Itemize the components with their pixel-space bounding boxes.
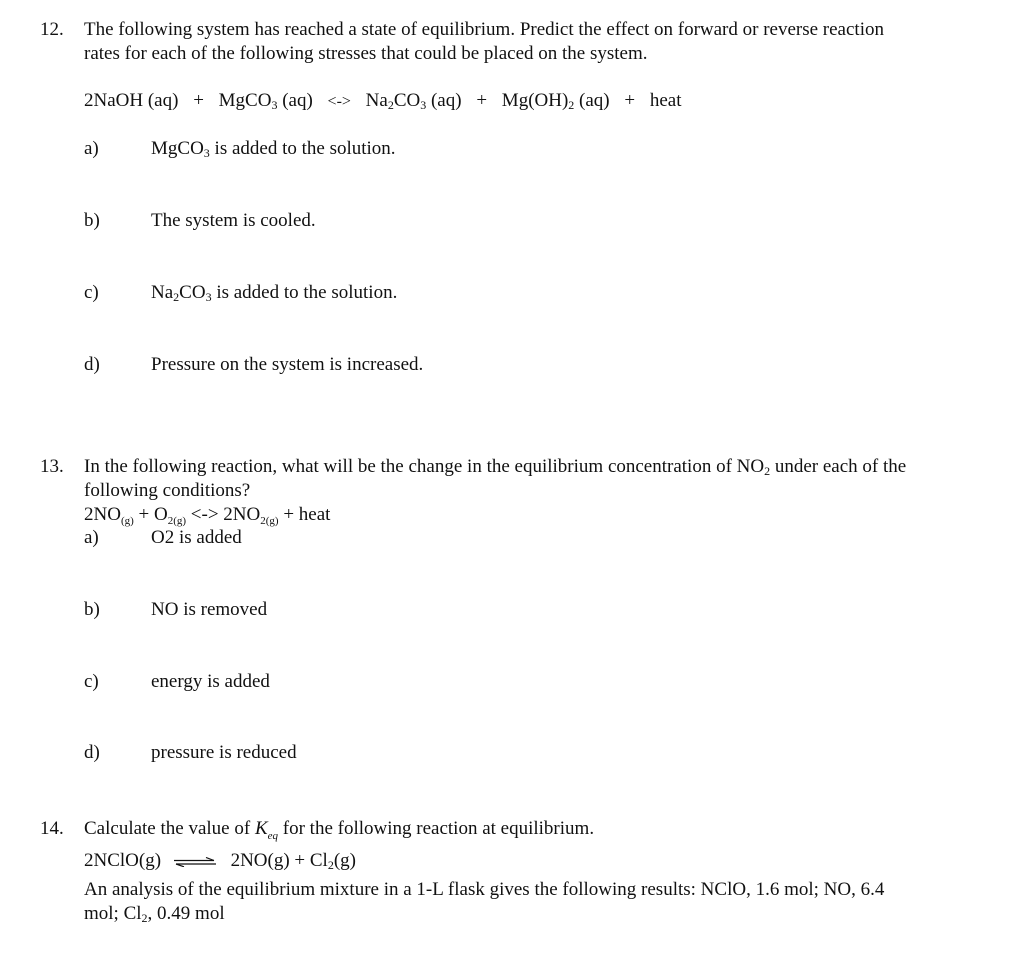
q12-item-c-na: Na	[151, 282, 174, 303]
q12-item-b-label: b)	[84, 210, 100, 231]
question-13-equation	[84, 503, 330, 527]
q12-item-d-label: d)	[84, 354, 100, 375]
eq12-plus-3: +	[624, 90, 636, 111]
q12-item-a-text	[151, 137, 396, 161]
q13-item-c-label: c)	[84, 671, 99, 692]
eq13-arrow-no2: <-> 2NO	[186, 504, 261, 525]
eq12-na2co3-sub2: 3	[420, 98, 427, 112]
q12-item-c-label: c)	[84, 282, 99, 303]
eq12-mgoh2-sub: 2	[568, 98, 575, 112]
eq13-no2-state: 2(g)	[260, 515, 279, 527]
eq12-na2co3-a: Na	[365, 90, 388, 111]
q14-prompt-a: Calculate the value of	[84, 818, 255, 839]
q12-item-c-text	[151, 281, 397, 305]
q12-item-d-text: Pressure on the system is increased.	[151, 354, 424, 375]
q12-item-c-co: CO	[179, 282, 206, 303]
eq13-o2-sub: 2(g)	[167, 515, 187, 527]
q12-item-a-label: a)	[84, 138, 99, 159]
eq12-mgco3-sub: 3	[271, 98, 278, 112]
eq12-na2co3-sub1: 2	[387, 98, 394, 112]
question-13-prompt-line2: following conditions?	[84, 480, 251, 501]
eq12-heat: heat	[649, 90, 682, 111]
eq12-mgoh2: Mg(OH)	[501, 90, 569, 111]
question-14-analysis-line1: An analysis of the equilibrium mixture in a 1-L flask gives the following results: NClO, 1.6 mol; NO, 6.4	[84, 879, 885, 900]
eq12-plus-1: +	[193, 90, 204, 111]
eq14-right-b: (g)	[333, 850, 356, 871]
eq12-mgoh2-state: (aq)	[579, 90, 610, 111]
eq12-mgco3-state: (aq)	[282, 90, 313, 111]
q14-k-subscript: eq	[267, 830, 279, 842]
q13-prompt-b: under each of the	[770, 456, 907, 477]
q12-item-c-sub2: 3	[205, 290, 212, 304]
question-14-equation	[84, 849, 356, 873]
q14-analysis-sub: 2	[141, 911, 148, 925]
eq12-naoh: 2NaOH (aq)	[84, 90, 179, 111]
eq13-no-state: (g)	[120, 515, 134, 527]
q13-item-c-text: energy is added	[151, 671, 270, 692]
equilibrium-arrows-icon	[174, 857, 216, 867]
q12-item-c-rest: is added to the solution.	[211, 282, 398, 303]
q14-analysis-a: mol; Cl	[84, 903, 142, 924]
q12-item-a-formula: MgCO	[151, 138, 204, 159]
eq12-arrow: <->	[327, 93, 351, 110]
q14-k-symbol: K	[254, 818, 268, 839]
question-14-analysis-line2	[84, 902, 225, 926]
q14-analysis-b: , 0.49 mol	[147, 903, 225, 924]
q12-item-b-text: The system is cooled.	[151, 210, 316, 231]
eq12-na2co3-state: (aq)	[430, 90, 462, 111]
question-12-equation	[84, 89, 682, 114]
question-13-number: 13.	[40, 456, 64, 477]
eq14-right-sub: 2	[327, 858, 334, 872]
question-14-number: 14.	[40, 818, 64, 839]
q12-item-a-sub: 3	[203, 146, 210, 160]
q14-prompt-b: for the following reaction at equilibrium.	[278, 818, 595, 839]
q13-prompt-sub: 2	[764, 464, 771, 478]
q13-item-a-label: a)	[84, 527, 99, 548]
eq14-right-a: 2NO(g) + Cl	[230, 850, 328, 871]
question-14-prompt	[84, 817, 594, 841]
eq12-plus-2: +	[476, 90, 488, 111]
question-12-prompt-line2: rates for each of the following stresses that could be placed on the system.	[84, 43, 648, 64]
q13-item-d-label: d)	[84, 742, 100, 763]
question-12-number: 12.	[40, 19, 64, 40]
question-13-prompt-line1	[84, 455, 906, 479]
eq13-o2: + O	[133, 504, 168, 525]
eq13-no: 2NO	[84, 504, 121, 525]
q12-item-a-rest: is added to the solution.	[209, 138, 396, 159]
q13-item-a-text: O2 is added	[151, 527, 242, 548]
eq14-left: 2NClO(g)	[84, 850, 162, 871]
eq13-heat: + heat	[278, 504, 331, 525]
q13-prompt-a: In the following reaction, what will be the change in the equilibrium concentration of NO	[84, 456, 765, 477]
q13-item-b-text: NO is removed	[151, 599, 268, 620]
q13-item-d-text: pressure is reduced	[151, 742, 297, 763]
eq12-na2co3-b: CO	[393, 90, 421, 111]
q12-item-c-sub1: 2	[173, 290, 180, 304]
question-12-prompt-line1: The following system has reached a state of equilibrium. Predict the effect on forward or reverse reaction	[84, 19, 884, 40]
eq12-mgco3: MgCO	[218, 90, 272, 111]
q13-item-b-label: b)	[84, 599, 100, 620]
